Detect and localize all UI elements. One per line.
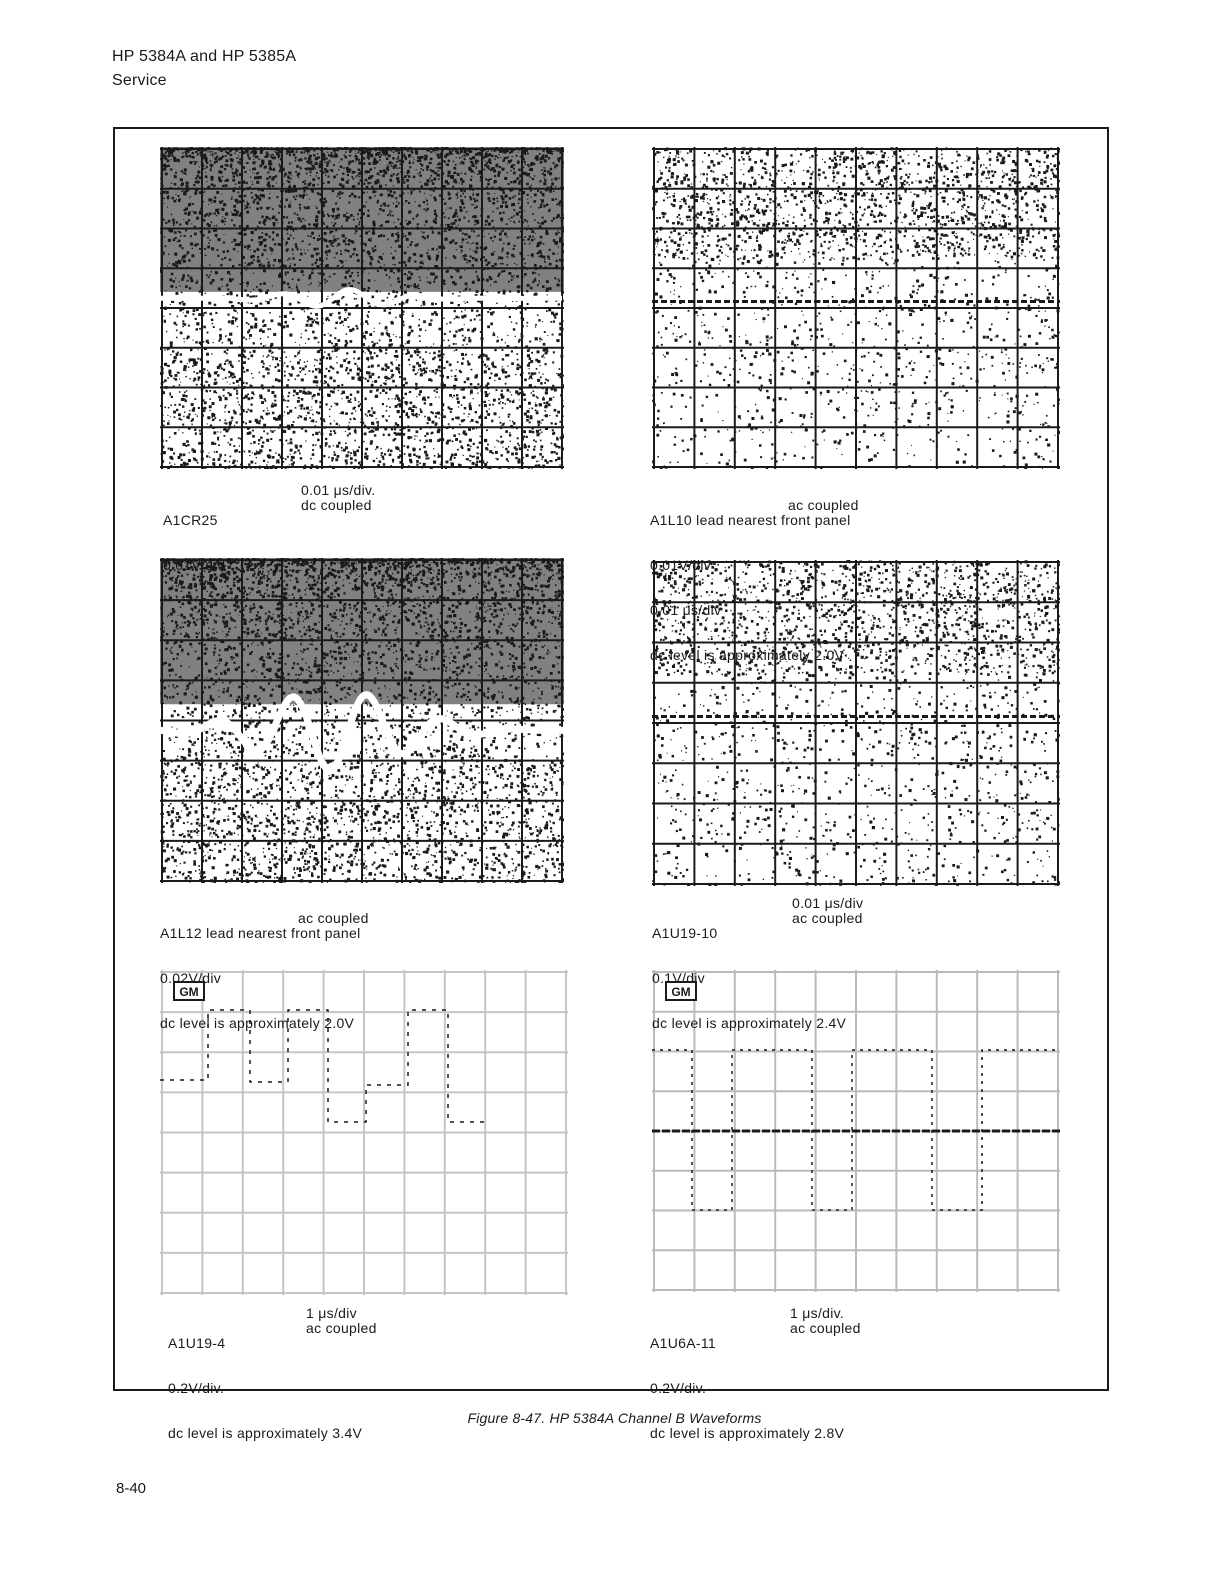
- scope-screen: [652, 147, 1060, 469]
- caption-dc-level: dc level is approximately 2.8V: [650, 1425, 845, 1441]
- caption-a1l12: [160, 896, 369, 1061]
- oscilloscope-trace-a1l10: [652, 147, 1060, 469]
- caption-coupling: ac coupled: [792, 910, 863, 926]
- caption-time-per-div: 1 μs/div.: [790, 1305, 845, 1321]
- caption-time-per-div: 0.01 μs/div.: [301, 482, 376, 498]
- caption-test-point: A1L10 lead nearest front panel: [650, 512, 851, 528]
- caption-dc-level: dc level is approximately 3.4V: [168, 1425, 363, 1441]
- caption-volts-per-div: 0.2V/div.: [650, 1380, 707, 1396]
- caption-volts-per-div: 0.01V/div.: [163, 557, 228, 573]
- caption-test-point: A1L12 lead nearest front panel: [160, 925, 361, 941]
- caption-volts-per-div: 0.2V/div.: [168, 1380, 225, 1396]
- caption-test-point: A1U6A-11: [650, 1335, 716, 1351]
- caption-a1u6a-11: [650, 1305, 861, 1486]
- caption-coupling: ac coupled: [306, 1320, 377, 1336]
- oscilloscope-trace-a1cr25: [160, 147, 564, 469]
- caption-a1u19-4: [168, 1305, 377, 1486]
- caption-test-point: A1U19-10: [652, 925, 718, 941]
- caption-time-per-div: 1 μs/div: [306, 1305, 357, 1321]
- document-header-title: HP 5384A and HP 5385A: [112, 48, 297, 65]
- document-header-section: Service: [112, 72, 167, 89]
- caption-coupling: dc coupled: [301, 497, 372, 513]
- page-number: 8-40: [116, 1480, 147, 1497]
- caption-test-point: A1U19-4: [168, 1335, 226, 1351]
- caption-test-point: A1CR25: [163, 512, 218, 528]
- caption-volts-per-div: 0.01V/div: [650, 557, 712, 573]
- caption-a1u19-10: [652, 895, 864, 1076]
- caption-volts-per-div: 0.1V/div: [652, 970, 705, 986]
- figure-caption: Figure 8-47. HP 5384A Channel B Waveforms: [467, 1410, 762, 1426]
- caption-a1cr25: [163, 482, 376, 618]
- caption-dc-level: dc level is approximately 2.0V: [650, 647, 845, 663]
- caption-a1l10: [650, 483, 859, 693]
- caption-time-per-div: 0.01 μs/div: [650, 602, 722, 618]
- caption-dc-level: dc level is approximately 2.0V: [160, 1015, 355, 1031]
- caption-coupling: ac coupled: [788, 497, 859, 513]
- caption-coupling: ac coupled: [790, 1320, 861, 1336]
- caption-time-per-div: 0.01 μs/div: [792, 895, 864, 911]
- caption-dc-level: dc level is approximately 2.4V: [652, 1015, 847, 1031]
- caption-coupling: ac coupled: [298, 910, 369, 926]
- caption-volts-per-div: 0.02V/div: [160, 970, 222, 986]
- scope-screen: [160, 147, 564, 469]
